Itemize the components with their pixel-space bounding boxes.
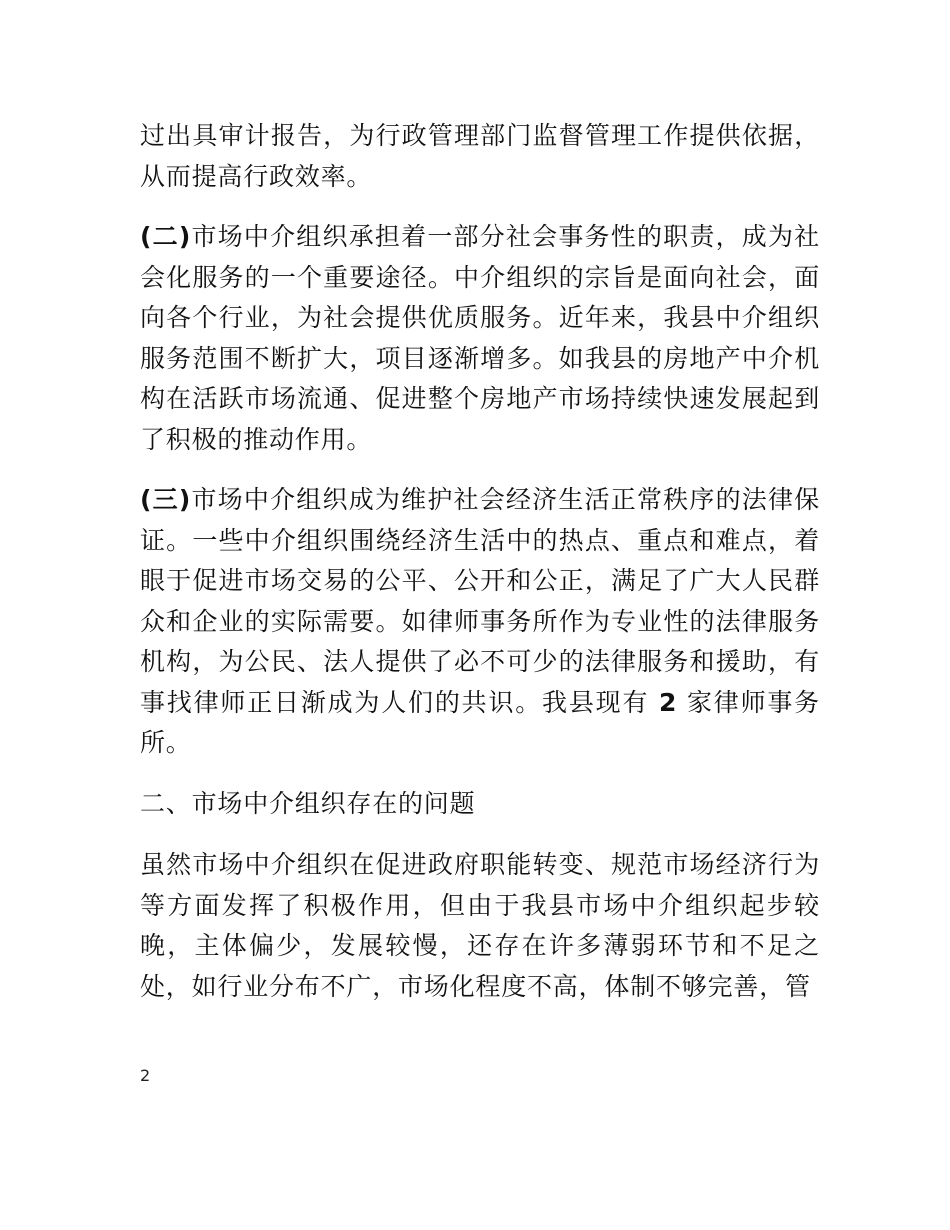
heading-text: 二、市场中介组织存在的问题 [140,788,476,818]
page-number: 2 [140,1066,151,1085]
section-heading-problems [140,784,820,825]
law-firm-count: 2 [659,687,678,717]
paragraph-section-three [140,480,820,764]
paragraph-text: 过出具审计报告，为行政管理部门监督管理工作提供依据，从而提高行政效率。 [140,121,820,191]
paragraph-text: 市场中介组织成为维护社会经济生活正常秩序的法律保证。一些中介组织围绕经济生活中的热点、重点和难点，着眼于促进市场交易的公平、公开和公正，满足了广大人民群众和企业的实际需要。如律师事务所作为专业性的法律服务机构，为公民、法人提供了必不可少的法律服务和援助，有事找律师正日渐成为人们的共识。我县现有 [140,485,820,717]
paragraph-section-two [140,217,820,460]
paragraph-text: 虽然市场中介组织在促进政府职能转变、规范市场经济行为等方面发挥了积极作用，但由于我县市场中介组织起步较晚，主体偏少，发展较慢，还存在许多薄弱环节和不足之处，如行业分布不广，市场化程度不高，体制不够完善，管 [140,850,820,1001]
paragraph-text: 市场中介组织承担着一部分社会事务性的职责，成为社会化服务的一个重要途径。中介组织的宗旨是面向社会，面向各个行业，为社会提供优质服务。近年来，我县中介组织服务范围不断扩大，项目逐渐增多。如我县的房地产中介机构在活跃市场流通、促进整个房地产市场持续快速发展起到了积极的推动作用。 [140,222,820,454]
paragraph-problems [140,845,820,1007]
paragraph-audit-report [140,116,820,197]
section-marker: (二) [140,222,192,251]
document-body [140,116,820,1027]
paragraph-text-tail: 家律师事务所。 [140,687,820,757]
section-marker: (三) [140,485,192,514]
